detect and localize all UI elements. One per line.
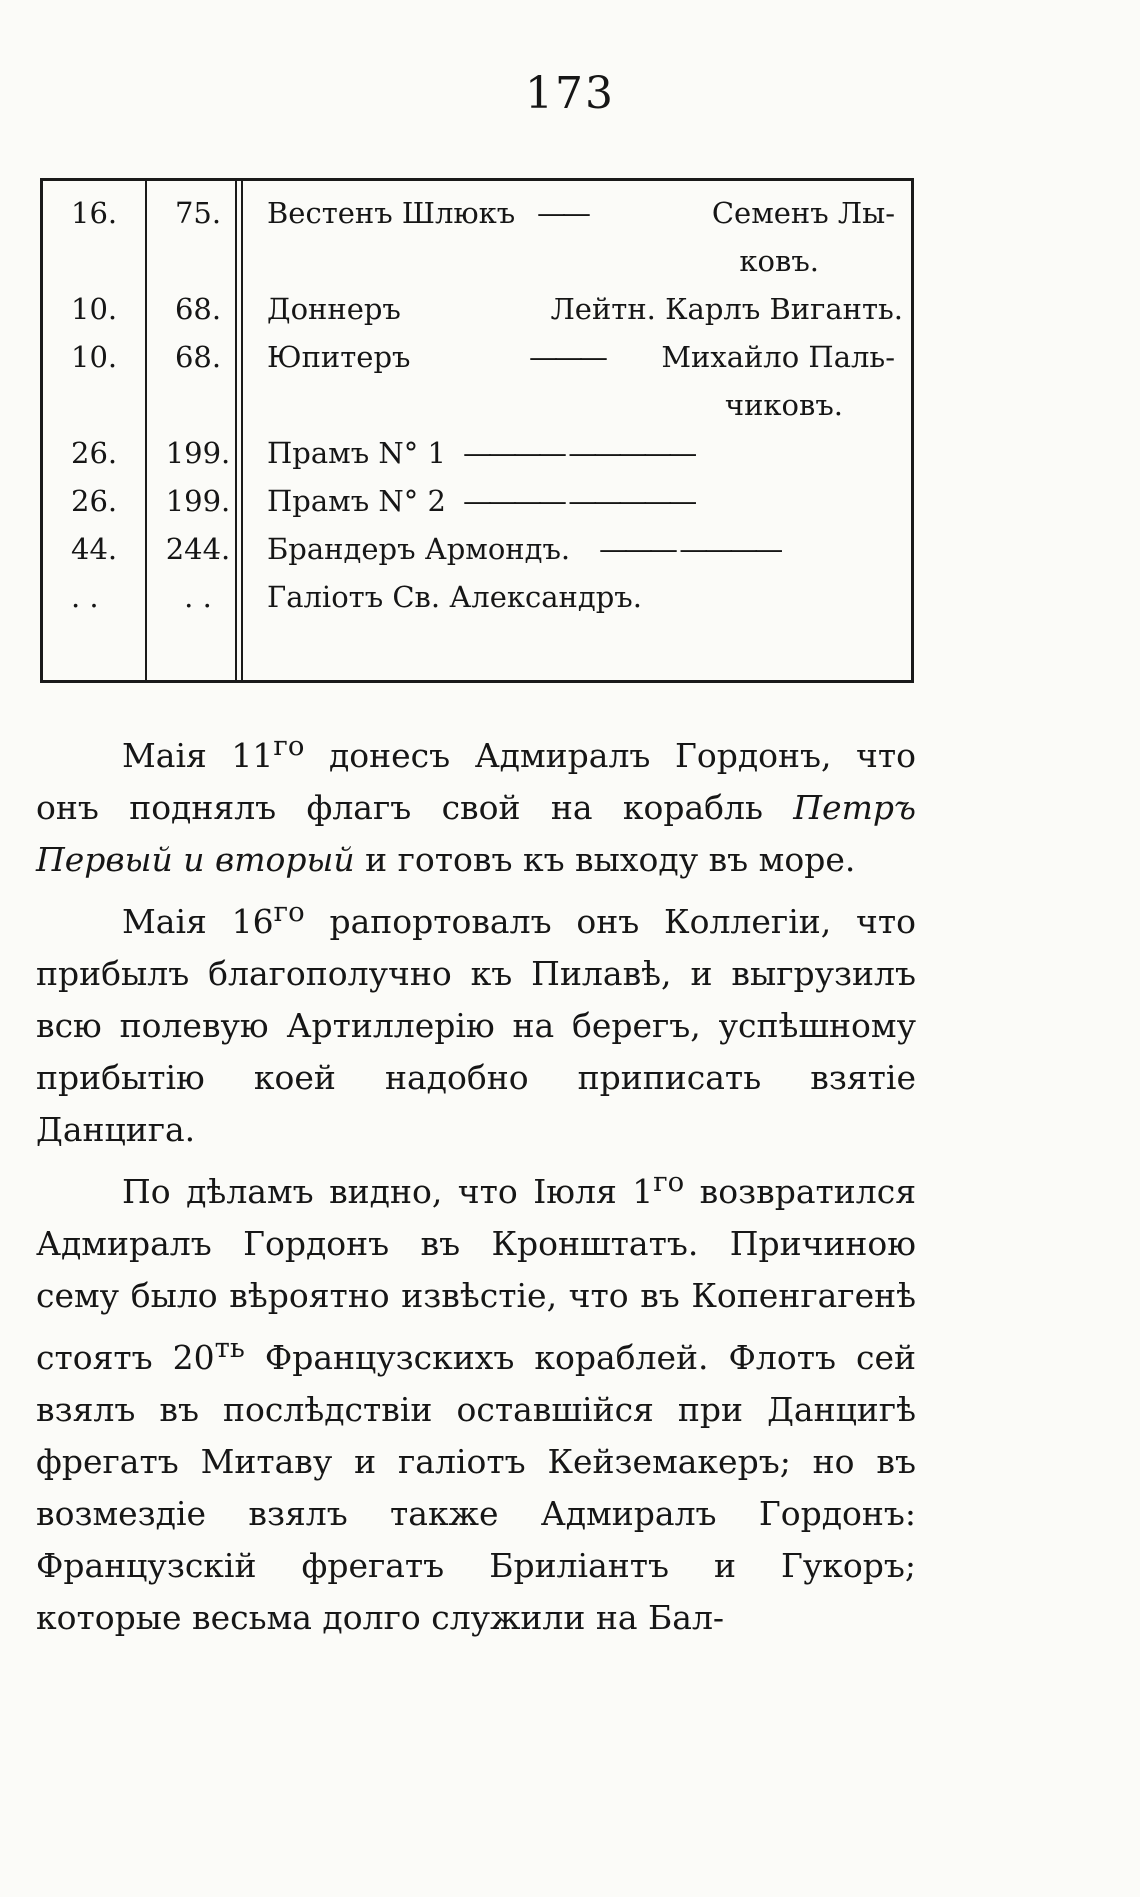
table-row-continuation — [43, 381, 911, 429]
paragraph: Маія $16^{го}$ рапортовалъ онъ Коллегіи, что прибылъ благополучно къ Пилавѣ, и выгрузилъ всю полевую Артиллерію на берегъ, успѣшному прибытію коей надобно приписать взятіе Данцига. — [36, 896, 916, 1149]
table-row — [43, 525, 911, 573]
table-row — [43, 189, 911, 237]
table-row — [43, 429, 911, 477]
row-count: . . — [71, 580, 99, 614]
ship-name: Галіотъ Св. Александръ. — [267, 580, 642, 614]
table-row — [43, 573, 911, 621]
row-guns: 199. — [165, 484, 231, 518]
commander-name: Лейтн. Карлъ Виганть. — [550, 292, 903, 326]
row-count: 16. — [71, 196, 118, 230]
table-row-continuation — [43, 237, 911, 285]
ship-table — [40, 178, 914, 683]
table-row — [43, 477, 911, 525]
ship-name: Вестенъ Шлюкъ — [267, 196, 516, 230]
row-count: 26. — [71, 436, 118, 470]
body-text — [36, 720, 916, 1644]
row-count: 26. — [71, 484, 118, 518]
row-guns: 68. — [174, 340, 222, 374]
ship-name: Прамъ N° 1 — [267, 436, 446, 470]
dash-filler: ———— ————— — [463, 436, 694, 470]
table-row — [43, 333, 911, 381]
ship-name: Юпитеръ — [267, 340, 411, 374]
commander-name: Михайло Паль- — [661, 340, 895, 374]
ship-name: Прамъ N° 2 — [267, 484, 446, 518]
commander-name-continued: чиковъ. — [724, 388, 843, 422]
dash-filler: —— — [537, 196, 587, 230]
row-guns: 68. — [174, 292, 222, 326]
paragraph: По дѣламъ видно, что Іюля $1^{го}$ возвратился Адмиралъ Гордонъ въ Кронштатъ. Причиною сему было вѣроятно извѣстіе, что въ Копенгагенѣ стоятъ $20^{ть}$ Французскихъ кораблей. Флотъ сей взялъ въ послѣдствіи оставшійся при Данцигѣ фрегатъ Митаву и галіотъ Кейземакеръ; но въ возмездіе взялъ также Адмиралъ Гордонъ: Французскій фрегатъ Бриліантъ и Гукоръ; которые весьма долго служили на Бал- — [36, 1166, 917, 1637]
commander-name: Семенъ Лы- — [711, 196, 895, 230]
ship-name: Доннеръ — [267, 292, 401, 326]
row-count: 10. — [71, 292, 118, 326]
dash-filler: ——— ———— — [599, 532, 780, 566]
row-guns: 244. — [165, 532, 231, 566]
row-count: 10. — [71, 340, 118, 374]
paragraph: Маія $11^{го}$ донесъ Адмиралъ Гордонъ, что онъ поднялъ флагъ свой на корабль Петръ Первый и вторый и готовъ къ выходу въ море. — [36, 730, 917, 879]
commander-name-continued: ковъ. — [739, 244, 819, 278]
ship-name: Брандеръ Армондъ. — [267, 532, 571, 566]
row-count: 44. — [71, 532, 118, 566]
row-guns: 199. — [165, 436, 231, 470]
dash-filler: ——— — [529, 340, 604, 374]
dash-filler: ———— ————— — [463, 484, 694, 518]
row-guns: 75. — [174, 196, 222, 230]
table-row — [43, 285, 911, 333]
row-guns: . . — [184, 580, 212, 614]
page-number: 173 — [525, 68, 615, 119]
